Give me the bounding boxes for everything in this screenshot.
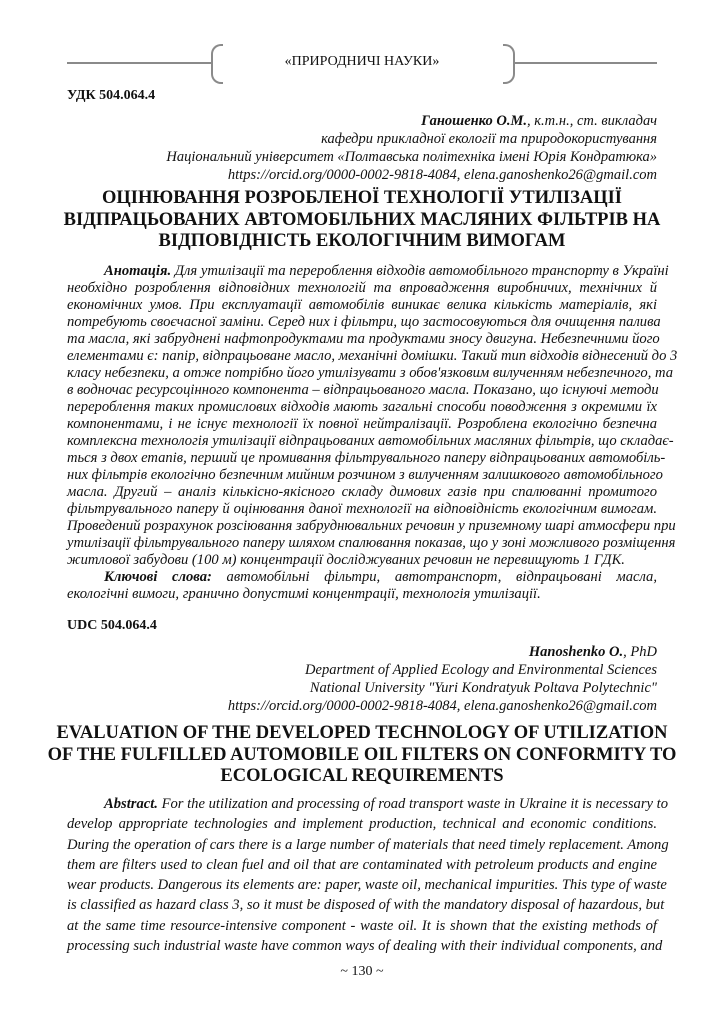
text-line — [67, 938, 663, 958]
line-text: необхідно розроблення відповідних технологій та впровадження виробничих, технічних й — [67, 280, 657, 296]
title-line: ВІДПРАЦЬОВАНИХ АВТОМОБІЛЬНИХ МАСЛЯНИХ ФІЛЬТРІВ НА — [63, 209, 661, 230]
line-text: потребують своєчасної заміни. Серед них і фільтри, що застосовуються для очищення палива — [67, 314, 661, 330]
text-line — [67, 484, 657, 501]
abstract-en — [67, 796, 669, 958]
text-line — [67, 382, 657, 399]
text-line — [67, 331, 660, 348]
title-line: OF THE FULFILLED AUTOMOBILE OIL FILTERS ON CONFORMITY TO — [47, 744, 677, 765]
line-text: в водночас ресурсоцінного компонента – відпрацьованого масла. Показано, що існуючі методи — [67, 382, 659, 398]
text-line — [67, 297, 657, 314]
text-line — [67, 518, 676, 535]
line-text: at the same time resource-intensive component - waste oil. It is shown that the existing methods of — [67, 917, 657, 934]
text-line — [67, 467, 663, 484]
title-line: ECOLOGICAL REQUIREMENTS — [220, 766, 504, 786]
text-line — [67, 433, 674, 450]
line-text: екологічні вимоги, гранично допустимі концентрації, технологія утилізації. — [67, 586, 541, 602]
author-block-ua — [166, 112, 657, 184]
udc-code: UDC 504.064.4 — [67, 618, 157, 633]
title-line: EVALUATION OF THE DEVELOPED TECHNOLOGY OF UTILIZATION — [56, 723, 668, 743]
affiliation-line: Department of Applied Ecology and Environmental Sciences — [305, 662, 657, 678]
header-bracket-right — [503, 44, 515, 84]
author-name: Ганошенко О.М. — [421, 113, 527, 129]
article-title-en — [40, 723, 684, 788]
line-text: ться з двох етапів, перший це промивання фільтрувального паперу відпрацьованих автомобіль- — [67, 450, 666, 466]
paragraph-label: Ключові слова: — [104, 569, 212, 585]
line-text: утилізації фільтрувального паперу шляхом спалювання показав, що у зоні можливого розміщення — [67, 535, 676, 551]
text-line — [67, 399, 657, 416]
affiliation-line: National University "Yuri Kondratyuk Poltava Polytechnic" — [309, 680, 657, 696]
title-line: ОЦІНЮВАННЯ РОЗРОБЛЕНОЇ ТЕХНОЛОГІЇ УТИЛІЗАЦІЇ — [102, 188, 622, 208]
author-block-en — [228, 643, 657, 715]
text-line — [67, 877, 667, 897]
line-text: wear products. Dangerous its elements are: paper, waste oil, mechanical impurities. This type of waste — [67, 877, 667, 894]
text-line — [67, 836, 669, 857]
line-text: елементами є: папір, відпрацьоване масло, механічні домішки. Такий тип відходів віднесений до 3 — [67, 348, 678, 364]
contact-line: https://orcid.org/0000-0002-9818-4084, elena.ganoshenko26@gmail.com — [227, 698, 657, 714]
line-text: них фільтрів екологічно безпечним мийним розчином з вилученням залишкового автомобільного — [67, 467, 663, 483]
text-line — [67, 897, 665, 917]
text-line — [67, 416, 657, 433]
text-line — [67, 314, 661, 331]
paragraph-first-line — [67, 796, 669, 816]
line-text: перероблення таких промислових відходів мають загальні способи поводження з окремими їх — [67, 399, 657, 415]
line-text: Проведений розрахунок розсіювання забруднювальних речовин у приземному шарі атмосфери при — [67, 518, 676, 534]
paragraph-first-line — [67, 263, 669, 280]
udk-code: УДК 504.064.4 — [67, 88, 156, 103]
line-text: Для утилізації та перероблення відходів автомобільного транспорту в Україні — [171, 263, 669, 279]
header-rule-left — [67, 62, 211, 64]
line-text: is classified as hazard class 3, so it must be disposed of with the mandatory disposal of hazardous, but — [67, 897, 665, 914]
author-line — [228, 643, 657, 661]
line-text: processing such industrial waste have common ways of dealing with their individual components, and — [67, 938, 663, 955]
paragraph-first-line — [67, 569, 657, 586]
text-line — [67, 857, 657, 877]
title-line: ВІДПОВІДНІСТЬ ЕКОЛОГІЧНИМ ВИМОГАМ — [158, 231, 566, 251]
page-number: ~ 130 ~ — [340, 964, 384, 979]
line-text: them are filters used to clean fuel and oil that are contaminated with petroleum products and engine — [67, 856, 657, 873]
affiliation-line: кафедри прикладної екології та природокористування — [321, 131, 657, 147]
section-title: «ПРИРОДНИЧІ НАУКИ» — [284, 54, 440, 69]
author-name: Hanoshenko O. — [528, 644, 624, 660]
text-line — [67, 586, 657, 603]
text-line — [67, 365, 674, 382]
line-text: класу небезпеки, а отже потрібно його утилізувати з обов'язковим вилученням небезпечного, та — [67, 365, 674, 381]
text-line — [67, 450, 666, 467]
text-line — [67, 552, 657, 569]
line-text: житлової забудови (100 м) концентрації досліджуваних речовин не перевищують 1 ГДК. — [67, 552, 625, 568]
author-title: , к.т.н., ст. викладач — [526, 113, 657, 129]
line-text: For the utilization and processing of road transport waste in Ukraine it is necessary to — [157, 796, 669, 812]
article-title-ua — [40, 188, 684, 253]
text-line — [67, 501, 657, 518]
text-line — [67, 535, 676, 552]
paragraph-label: Abstract. — [104, 796, 158, 812]
line-text: develop appropriate technologies and implement production, technical and economic conditions. — [67, 816, 657, 833]
text-line — [67, 816, 657, 836]
line-text: масла. Другий – аналіз кількісно-якісного складу димових газів при спалюванні промитого — [67, 484, 657, 500]
contact-line: https://orcid.org/0000-0002-9818-4084, elena.ganoshenko26@gmail.com — [227, 167, 657, 183]
line-text: компонентами, і не існує технології їх повної нейтралізації. Розроблена екологічно безпечна — [67, 416, 657, 432]
abstract-ua — [67, 263, 678, 603]
line-text: фільтрувального паперу й оцінювання даної технології на відповідність екологічним вимогам. — [67, 501, 657, 517]
affiliation-line: Національний університет «Полтавська політехніка імені Юрія Кондратюка» — [166, 149, 657, 165]
text-line — [67, 918, 657, 938]
line-text: комплексна технологія утилізації відпрацьованих автомобільних масляних фільтрів, що складає- — [67, 433, 674, 449]
author-title: , PhD — [623, 644, 657, 660]
line-text: економічних умов. При експлуатації автомобілів виникає велика кількість матеріалів, які — [67, 297, 657, 313]
paragraph-label: Анотація. — [104, 263, 172, 279]
author-line — [166, 112, 657, 130]
text-line — [67, 348, 678, 365]
line-text: During the operation of cars there is a large number of materials that need timely replacement. Among — [67, 836, 669, 853]
header-rule-right — [515, 62, 657, 64]
text-line — [67, 280, 657, 297]
line-text: автомобільні фільтри, автотранспорт, відпрацьовані масла, — [211, 569, 658, 585]
line-text: та масла, які забруднені нафтопродуктами та продуктами зносу двигуна. Небезпечними його — [67, 331, 660, 347]
